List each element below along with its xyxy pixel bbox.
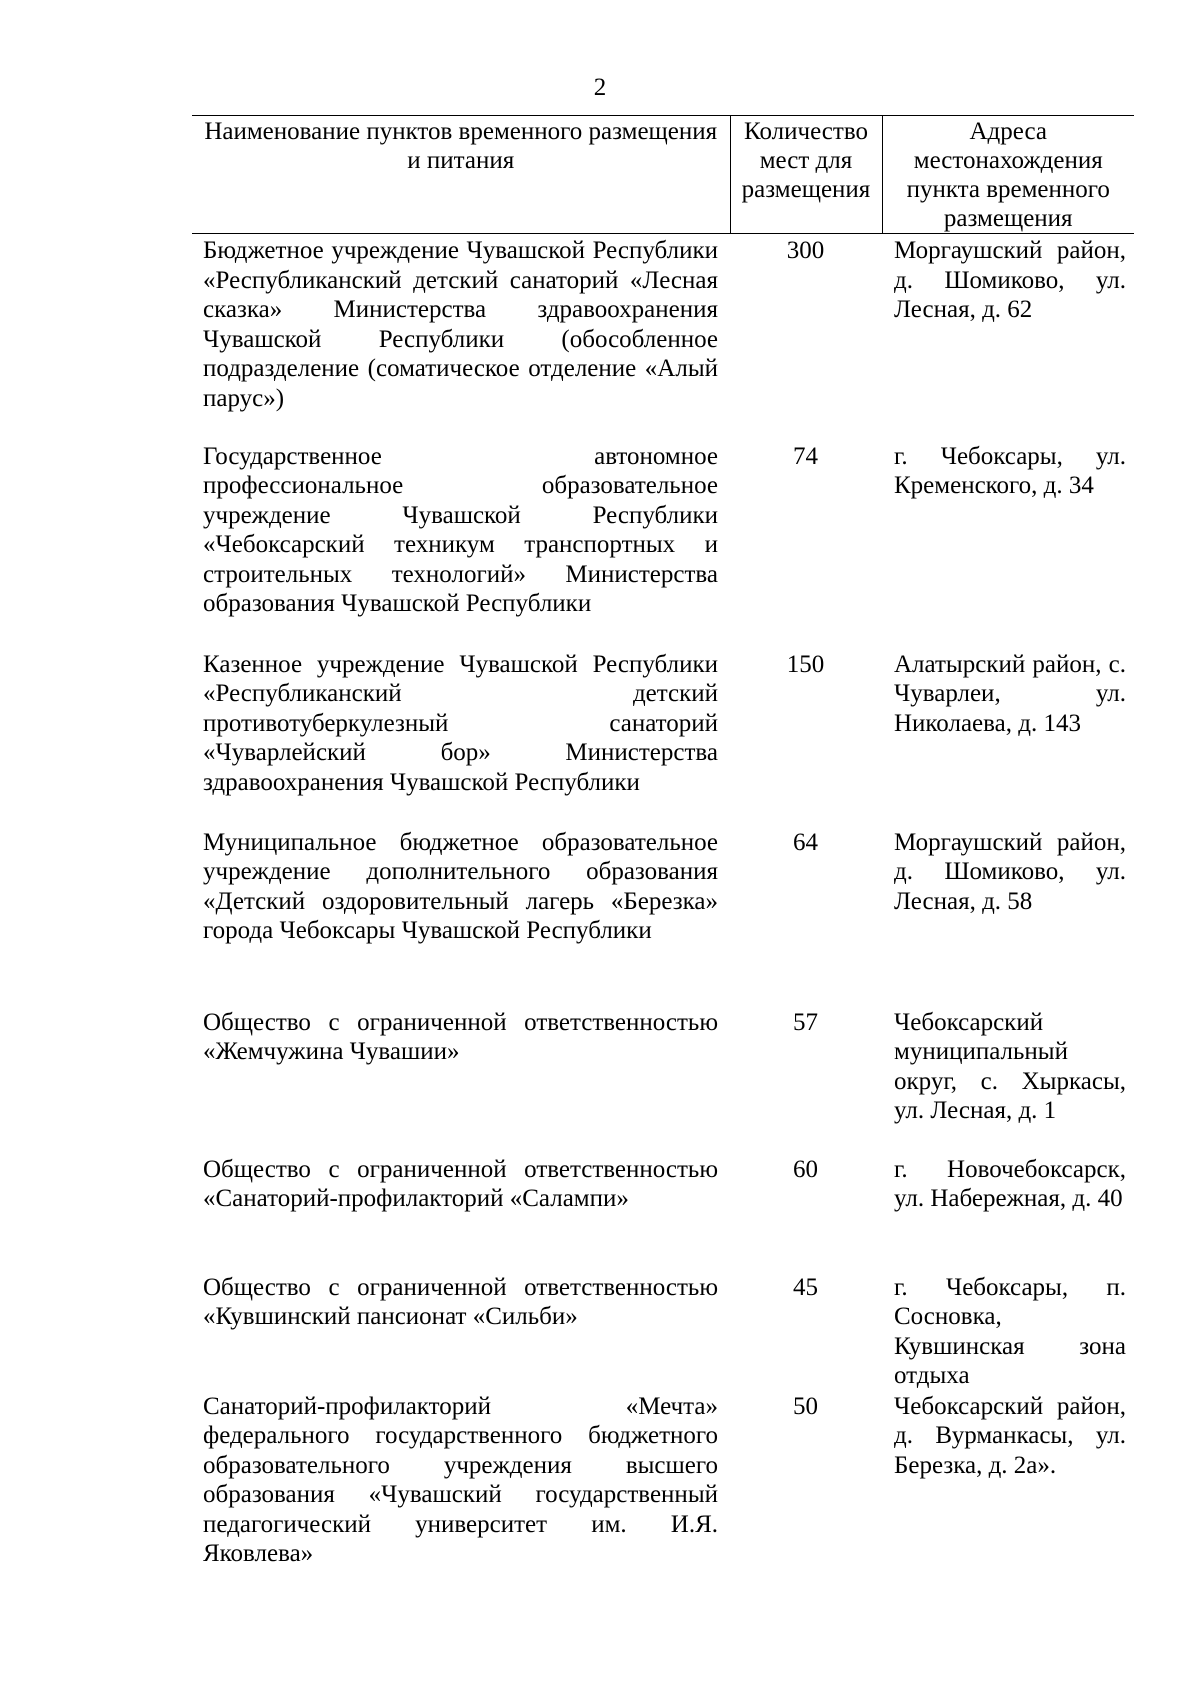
facility-capacity: 150 bbox=[786, 650, 825, 678]
header-name: Наименование пунктов временного размещения и питания bbox=[192, 116, 730, 234]
facility-address: Чебоксарский муниципальный округ, с. Хыркасы, ул. Лесная, д. 1 bbox=[894, 1008, 1126, 1124]
header-capacity: Количество мест для размещения bbox=[730, 116, 882, 234]
facility-capacity: 300 bbox=[786, 237, 825, 264]
facility-address: Моргаушский район, д. Шомиково, ул. Лесная, д. 58 bbox=[894, 828, 1126, 915]
table-row bbox=[192, 1392, 1134, 1569]
facility-capacity: 74 bbox=[793, 442, 818, 470]
page-number: 2 bbox=[593, 74, 607, 101]
facility-capacity: 60 bbox=[793, 1155, 818, 1183]
facility-name: Муниципальное бюджетное образовательное учреждение дополнительного образования «Детский оздоровительный лагерь «Березка» города Чебоксары Чувашской Республики bbox=[203, 828, 718, 944]
table-row bbox=[192, 442, 1134, 650]
table-row bbox=[192, 828, 1134, 1008]
facility-address: Алатырский район, с. Чуварлеи, ул. Николаева, д. 143 bbox=[894, 650, 1126, 737]
facility-capacity: 57 bbox=[793, 1008, 818, 1036]
facility-name: Государственное автономное профессиональное образовательное учреждение Чувашской Республики «Чебоксарский техникум транспортных и строительных технологий» Министерства образования Чувашской Республики bbox=[203, 442, 718, 617]
header-address: Адреса местонахождения пункта временного размещения bbox=[882, 116, 1134, 234]
table-row bbox=[192, 1273, 1134, 1392]
facility-address: г. Новочебоксарск, ул. Набережная, д. 40 bbox=[894, 1155, 1126, 1212]
accommodation-points-table bbox=[192, 115, 1134, 1569]
facility-name: Общество с ограниченной ответственностью «Жемчужина Чувашии» bbox=[203, 1008, 718, 1065]
facility-address: Чебоксарский район, д. Вурманкасы, ул. Березка, д. 2а». bbox=[894, 1392, 1126, 1479]
table-row bbox=[192, 650, 1134, 828]
facility-address: г. Чебоксары, п. Сосновка, Кувшинская зона отдыха bbox=[894, 1273, 1126, 1389]
facility-capacity: 45 bbox=[793, 1273, 818, 1301]
facility-address: Моргаушский район, д. Шомиково, ул. Лесная, д. 62 bbox=[894, 237, 1126, 323]
table-row bbox=[192, 1008, 1134, 1155]
facility-capacity: 64 bbox=[793, 828, 818, 856]
table-row bbox=[192, 1155, 1134, 1273]
table-row bbox=[192, 234, 1134, 442]
table-header-row bbox=[192, 116, 1134, 234]
facility-name: Санаторий-профилакторий «Мечта» федерального государственного бюджетного образовательного учреждения высшего образования «Чувашский государственный педагогический университет им. И.Я. Яковлева» bbox=[203, 1392, 718, 1567]
facility-name: Общество с ограниченной ответственностью «Санаторий-профилакторий «Салампи» bbox=[203, 1155, 718, 1212]
facility-capacity: 50 bbox=[793, 1392, 818, 1420]
facility-address: г. Чебоксары, ул. Кременского, д. 34 bbox=[894, 442, 1126, 499]
facility-name: Общество с ограниченной ответственностью «Кувшинский пансионат «Сильби» bbox=[203, 1273, 718, 1330]
facility-name: Казенное учреждение Чувашской Республики «Республиканский детский противотуберкулезный санаторий «Чуварлейский бор» Министерства здравоохранения Чувашской Республики bbox=[203, 650, 718, 796]
facility-name: Бюджетное учреждение Чувашской Республики «Республиканский детский санаторий «Лесная сказка» Министерства здравоохранения Чувашской Республики (обособленное подразделение (соматическое отделение «Алый парус») bbox=[203, 237, 718, 412]
